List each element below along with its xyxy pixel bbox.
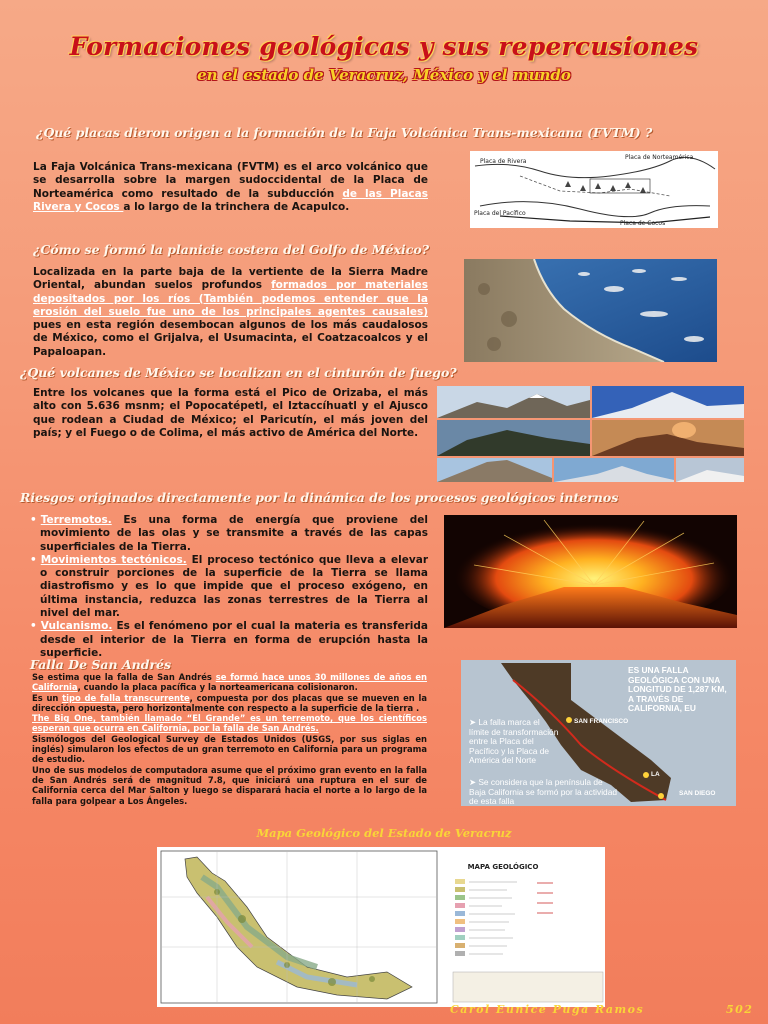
section-heading-volcanoes: ¿Qué volcanes de México se localizan en el cinturón de fuego? (20, 365, 457, 380)
geo-panel-title: MAPA GEOLÓGICO (467, 863, 539, 871)
map-label: Placa de Rivera (480, 158, 527, 165)
text-fragment: Es un (32, 692, 63, 703)
text-fragment: , compuesta por dos placas que se mueven en la dirección opuesta, pero horizontalmente con respecto a la superficie de la tierra . (32, 692, 427, 713)
text-fragment: pues en esta región desembocan algunos de los más caudalosos de México, como el Grijalva, el Usumacinta, el Coatzacoalcos y el Papaloapan. (33, 319, 428, 358)
map-note-baja: ➤ Se considera que la península de Baja California se formó por la actividad de esta falla (469, 777, 618, 806)
map-label: Placa de Cocos (620, 220, 666, 227)
text-fragment: Es el fenómeno por el cual la materia es transferida desde el interior de la Tierra en forma de erupción hasta la superficie. (40, 620, 428, 659)
text-fragment: La Faja Volcánica Trans-mexicana (FVTM) es el arco volcánico que se desarrolla sobre la margen sudoccidental de la Placa de Norteamérica como resultado de la subducción (33, 161, 428, 200)
san-andres-fault-map (461, 660, 736, 806)
map-note-boundary: ➤ La falla marca el límite de transformación entre la Placa del Pacífico y la Placa de América del Norte (469, 717, 559, 765)
list-item (30, 620, 428, 660)
text-fragment: Es una forma de energía que proviene del movimiento de las olas y se transmite a través de las capas superficiales de la Tierra. (40, 514, 428, 553)
link-falla-transcurrente[interactable]: tipo de falla transcurrente (62, 692, 190, 703)
text-fragment: a lo largo de la trinchera de Acapulco. (123, 200, 350, 213)
geological-map-drawing (157, 847, 605, 1007)
link-the-big-one[interactable]: The Big One, también llamado “El Grande” es un terremoto, que los científicos esperan que ocurra en California, por la falla de San Andrés. (32, 713, 427, 734)
text-fragment: , cuando la placa pacífica y la norteamericana colisionaron. (77, 682, 358, 693)
geological-map-image (157, 847, 605, 1007)
link-30-millones[interactable]: se formó hace unos 30 millones de años en California (32, 672, 428, 693)
satellite-coast-image (464, 259, 717, 362)
link-materiales-rios[interactable]: formados por materiales depositados por los ríos (También podemos entender que la erosión del suelo fue uno de los principales agentes causales) (33, 279, 428, 318)
volcano-photos-collage (437, 386, 744, 482)
link-terremotos[interactable]: Terremotos. (40, 514, 112, 526)
list-item (30, 554, 428, 620)
list-item (30, 514, 428, 554)
link-rivera-cocos[interactable]: de las Placas Rivera y Cocos (33, 187, 428, 213)
city-label-san-francisco: SAN FRANCISCO (574, 718, 629, 725)
satellite-coast-drawing (464, 259, 717, 362)
paragraph: Sismólogos del Geological Survey de Estados Unidos (USGS, por sus siglas en inglés) simularon los efectos de un gran terremoto en California para un programa de estudio. (32, 733, 427, 765)
text-fragment: Localizada en la parte baja de la vertiente de la Sierra Madre Oriental, abundan suelos profundos (33, 266, 428, 292)
author-name: Carol Eunice Puga Ramos (450, 1003, 645, 1016)
section-text-plates (33, 161, 428, 214)
poster-subtitle: en el estado de Veracruz, México y el mundo (197, 66, 571, 84)
group-number: 502 (726, 1003, 754, 1016)
paragraph (32, 693, 427, 714)
paragraph: Uno de sus modelos de computadora asume que el próximo gran evento en la falla de San Andrés será de magnitud 7.8, que iniciará una ruptura en el sur de California cerca del Mar Salton y luego se disparará hacia el norte a lo largo de la falla para golpear a Los Ángeles. (32, 764, 427, 806)
eruption-photo (444, 515, 737, 628)
eruption-drawing (444, 515, 737, 628)
risks-list (30, 514, 428, 660)
plates-map-drawing (470, 151, 718, 228)
section-text-san-andres (32, 672, 427, 806)
section-text-gulf-plain (33, 266, 428, 359)
tectonic-plates-map-image (470, 151, 718, 228)
bullet-icon: • (30, 514, 37, 526)
geo-map-caption: Mapa Geológico del Estado de Veracruz (256, 826, 512, 840)
paragraph (32, 713, 427, 734)
section-heading-risks: Riesgos originados directamente por la dinámica de los procesos geológicos internos (20, 490, 619, 505)
map-label: Placa de Norteamérica (625, 154, 694, 161)
text-fragment: Se estima que la falla de San Andrés (32, 672, 216, 682)
map-label: Placa del Pacífico (474, 210, 526, 217)
link-movimientos-tectonicos[interactable]: Movimientos tectónicos. (40, 553, 187, 566)
text-fragment: El proceso tectónico que lleva a elevar o construir porciones de la superficie de la Tierra se llama diastrofismo y es lo que impide que el proceso exógeno, en última instancia, reduzca las zonas terrestres de la Tierra al nivel del mar. (40, 553, 428, 620)
volcano-collage-drawing (437, 386, 744, 482)
section-heading-san-andres: Falla De San Andrés (30, 657, 172, 672)
city-label-san-diego: SAN DIEGO (679, 790, 716, 797)
bullet-icon: • (30, 553, 37, 566)
section-text-volcanoes: Entre los volcanes que la forma está el Pico de Orizaba, el más alto con 5.636 msnm; el Popocatépetl, el Iztaccíhuatl y el Ajusco que rodean a Ciudad de México; el Paricutín, el más joven del país; y el Fuego o de Colima, el más activo de América del Norte. (33, 387, 428, 439)
poster-title: Formaciones geológicas y sus repercusiones (69, 32, 699, 61)
section-heading-plates: ¿Qué placas dieron origen a la formación de la Faja Volcánica Trans-mexicana (FVTM) ? (36, 125, 653, 140)
map-title-text: ES UNA FALLA GEOLÓGICA CON UNA LONGITUD DE 1,287 KM, A TRAVÉS DE CALIFORNIA, EU (628, 665, 727, 713)
section-heading-gulf-plain: ¿Cómo se formó la planicie costera del Golfo de México? (33, 242, 430, 257)
bullet-icon: • (30, 620, 37, 633)
city-label-la: LA (651, 771, 660, 778)
paragraph (32, 672, 427, 693)
link-vulcanismo[interactable]: Vulcanismo. (40, 620, 113, 633)
